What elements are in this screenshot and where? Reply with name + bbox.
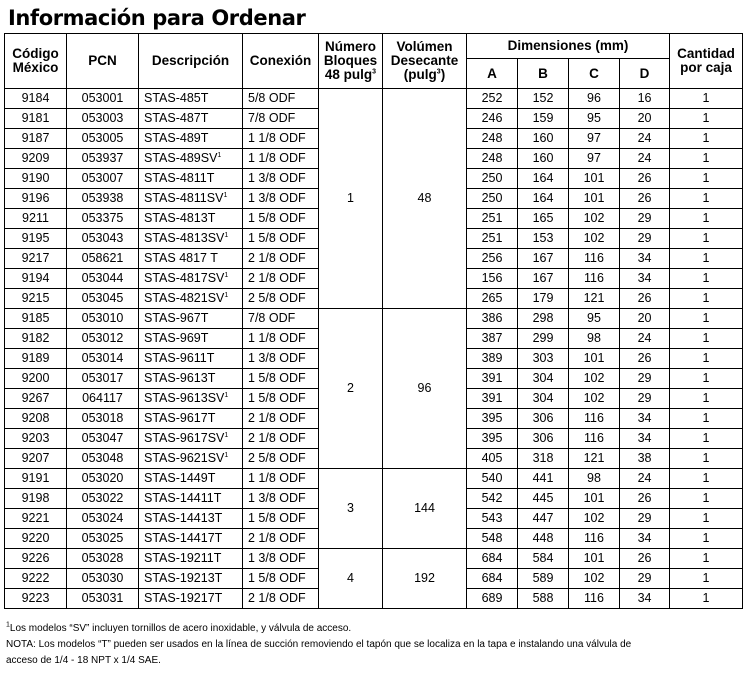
cell-codigo: 9191 xyxy=(5,469,67,489)
cell-codigo: 9181 xyxy=(5,109,67,129)
cell-descripcion: STAS-14413T xyxy=(139,509,243,529)
cell-codigo: 9200 xyxy=(5,369,67,389)
cell-dim-c: 101 xyxy=(569,489,620,509)
cell-dim-a: 246 xyxy=(467,109,518,129)
cell-dim-a: 684 xyxy=(467,569,518,589)
cell-conexion: 2 1/8 ODF xyxy=(243,409,319,429)
cell-dim-a: 248 xyxy=(467,149,518,169)
cell-pcn: 053030 xyxy=(67,569,139,589)
table-header xyxy=(5,34,743,89)
cell-codigo: 9203 xyxy=(5,429,67,449)
cell-descripcion: STAS-487T xyxy=(139,109,243,129)
cell-dim-b: 441 xyxy=(518,469,569,489)
cell-dim-d: 26 xyxy=(620,289,670,309)
cell-dim-c: 102 xyxy=(569,229,620,249)
table-row xyxy=(5,89,743,109)
cell-dim-c: 121 xyxy=(569,289,620,309)
footnotes xyxy=(6,621,742,669)
cell-codigo: 9184 xyxy=(5,89,67,109)
cell-dim-b: 164 xyxy=(518,189,569,209)
cell-dim-a: 251 xyxy=(467,229,518,249)
cell-conexion: 1 1/8 ODF xyxy=(243,469,319,489)
cell-numero-bloques: 1 xyxy=(319,89,383,309)
cell-codigo: 9211 xyxy=(5,209,67,229)
cell-conexion: 1 3/8 ODF xyxy=(243,489,319,509)
cell-dim-b: 318 xyxy=(518,449,569,469)
cell-dim-a: 405 xyxy=(467,449,518,469)
cell-dim-b: 298 xyxy=(518,309,569,329)
cell-dim-c: 101 xyxy=(569,169,620,189)
cell-codigo: 9267 xyxy=(5,389,67,409)
footnote-sv: $^1$Los modelos “SV” incluyen tornillos de acero inoxidable, y válvula de acceso. xyxy=(6,621,352,634)
cell-volumen: 192 xyxy=(383,549,467,609)
cell-dim-b: 164 xyxy=(518,169,569,189)
cell-dim-a: 248 xyxy=(467,129,518,149)
cell-conexion: 1 5/8 ODF xyxy=(243,569,319,589)
cell-conexion: 1 3/8 ODF xyxy=(243,349,319,369)
cell-dim-c: 116 xyxy=(569,409,620,429)
cell-dim-d: 34 xyxy=(620,589,670,609)
cell-dim-c: 95 xyxy=(569,109,620,129)
cell-pcn: 053043 xyxy=(67,229,139,249)
cell-descripcion: STAS-1449T xyxy=(139,469,243,489)
cell-cantidad: 1 xyxy=(670,569,743,589)
cell-descripcion: STAS-485T xyxy=(139,89,243,109)
cell-conexion: 2 5/8 ODF xyxy=(243,449,319,469)
cell-codigo: 9198 xyxy=(5,489,67,509)
cell-dim-d: 24 xyxy=(620,469,670,489)
cell-cantidad: 1 xyxy=(670,449,743,469)
cell-dim-a: 252 xyxy=(467,89,518,109)
header-cantidad: Cantidad por caja xyxy=(670,34,743,89)
page-title: Información para Ordenar xyxy=(8,6,306,30)
cell-cantidad: 1 xyxy=(670,529,743,549)
order-table xyxy=(4,33,743,609)
cell-dim-d: 29 xyxy=(620,209,670,229)
cell-dim-d: 26 xyxy=(620,169,670,189)
cell-descripcion: STAS-9617T xyxy=(139,409,243,429)
cell-descripcion: STAS-$9613SV^1$ xyxy=(139,389,243,409)
cell-conexion: 7/8 ODF xyxy=(243,109,319,129)
cell-pcn: 053047 xyxy=(67,429,139,449)
cell-dim-a: 389 xyxy=(467,349,518,369)
cell-descripcion: STAS-14417T xyxy=(139,529,243,549)
header-dim-d: D xyxy=(620,59,670,89)
cell-dim-a: 251 xyxy=(467,209,518,229)
cell-cantidad: 1 xyxy=(670,509,743,529)
cell-pcn: 053045 xyxy=(67,289,139,309)
cell-pcn: 053014 xyxy=(67,349,139,369)
cell-pcn: 053025 xyxy=(67,529,139,549)
cell-descripcion: STAS-$9617SV^1$ xyxy=(139,429,243,449)
cell-dim-b: 445 xyxy=(518,489,569,509)
cell-dim-a: 250 xyxy=(467,169,518,189)
cell-dim-d: 34 xyxy=(620,249,670,269)
cell-cantidad: 1 xyxy=(670,189,743,209)
cell-cantidad: 1 xyxy=(670,549,743,569)
cell-numero-bloques: 2 xyxy=(319,309,383,469)
table-body xyxy=(5,89,743,609)
cell-pcn: 053044 xyxy=(67,269,139,289)
cell-dim-d: 24 xyxy=(620,329,670,349)
cell-codigo: 9207 xyxy=(5,449,67,469)
cell-descripcion: STAS-19211T xyxy=(139,549,243,569)
cell-pcn: 053024 xyxy=(67,509,139,529)
cell-cantidad: 1 xyxy=(670,249,743,269)
cell-dim-d: 29 xyxy=(620,509,670,529)
cell-descripcion: STAS-9613T xyxy=(139,369,243,389)
cell-cantidad: 1 xyxy=(670,289,743,309)
cell-cantidad: 1 xyxy=(670,489,743,509)
cell-pcn: 053018 xyxy=(67,409,139,429)
cell-cantidad: 1 xyxy=(670,309,743,329)
cell-volumen: 144 xyxy=(383,469,467,549)
cell-pcn: 053375 xyxy=(67,209,139,229)
cell-dim-d: 26 xyxy=(620,349,670,369)
table-row xyxy=(5,309,743,329)
cell-pcn: 053028 xyxy=(67,549,139,569)
cell-descripcion: STAS-$4813SV^1$ xyxy=(139,229,243,249)
cell-codigo: 9189 xyxy=(5,349,67,369)
cell-dim-b: 448 xyxy=(518,529,569,549)
cell-conexion: 1 5/8 ODF xyxy=(243,389,319,409)
cell-pcn: 053022 xyxy=(67,489,139,509)
cell-codigo: 9196 xyxy=(5,189,67,209)
cell-dim-a: 540 xyxy=(467,469,518,489)
cell-codigo: 9215 xyxy=(5,289,67,309)
cell-descripcion: STAS-$4811SV^1$ xyxy=(139,189,243,209)
cell-conexion: 1 5/8 ODF xyxy=(243,209,319,229)
cell-dim-c: 101 xyxy=(569,349,620,369)
cell-conexion: 2 5/8 ODF xyxy=(243,289,319,309)
header-conexion: Conexión xyxy=(243,34,319,89)
cell-dim-b: 299 xyxy=(518,329,569,349)
cell-pcn: 053937 xyxy=(67,149,139,169)
cell-dim-c: 101 xyxy=(569,549,620,569)
cell-cantidad: 1 xyxy=(670,409,743,429)
cell-dim-c: 98 xyxy=(569,469,620,489)
cell-dim-d: 24 xyxy=(620,129,670,149)
cell-codigo: 9220 xyxy=(5,529,67,549)
cell-dim-a: 265 xyxy=(467,289,518,309)
cell-conexion: 1 5/8 ODF xyxy=(243,369,319,389)
cell-descripcion: STAS-$489SV^1$ xyxy=(139,149,243,169)
cell-descripcion: STAS-$9621SV^1$ xyxy=(139,449,243,469)
cell-dim-b: 304 xyxy=(518,369,569,389)
cell-numero-bloques: 4 xyxy=(319,549,383,609)
header-dim-b: B xyxy=(518,59,569,89)
cell-descripcion: STAS 4817 T xyxy=(139,249,243,269)
cell-pcn: 053938 xyxy=(67,189,139,209)
cell-dim-b: 167 xyxy=(518,249,569,269)
cell-dim-b: 159 xyxy=(518,109,569,129)
cell-dim-a: 395 xyxy=(467,409,518,429)
cell-dim-a: 542 xyxy=(467,489,518,509)
cell-dim-c: 116 xyxy=(569,589,620,609)
cell-conexion: 2 1/8 ODF xyxy=(243,269,319,289)
cell-dim-d: 29 xyxy=(620,389,670,409)
cell-cantidad: 1 xyxy=(670,169,743,189)
cell-dim-c: 97 xyxy=(569,149,620,169)
cell-dim-a: 395 xyxy=(467,429,518,449)
table-row xyxy=(5,549,743,569)
cell-codigo: 9226 xyxy=(5,549,67,569)
cell-conexion: 1 1/8 ODF xyxy=(243,149,319,169)
cell-conexion: 1 1/8 ODF xyxy=(243,329,319,349)
cell-descripcion: STAS-19213T xyxy=(139,569,243,589)
cell-dim-a: 391 xyxy=(467,389,518,409)
cell-dim-b: 589 xyxy=(518,569,569,589)
cell-codigo: 9217 xyxy=(5,249,67,269)
cell-dim-d: 34 xyxy=(620,529,670,549)
header-dim-a: A xyxy=(467,59,518,89)
footnote-nota-line1: NOTA: Los modelos “T” pueden ser usados en la línea de succión removiendo el tapón que se localiza en la tapa e instalando una válvula de xyxy=(6,639,632,650)
cell-cantidad: 1 xyxy=(670,229,743,249)
cell-dim-c: 95 xyxy=(569,309,620,329)
cell-cantidad: 1 xyxy=(670,269,743,289)
cell-cantidad: 1 xyxy=(670,129,743,149)
cell-dim-b: 588 xyxy=(518,589,569,609)
cell-dim-b: 160 xyxy=(518,149,569,169)
cell-dim-d: 16 xyxy=(620,89,670,109)
cell-dim-b: 303 xyxy=(518,349,569,369)
cell-descripcion: STAS-4811T xyxy=(139,169,243,189)
cell-pcn: 058621 xyxy=(67,249,139,269)
cell-dim-c: 98 xyxy=(569,329,620,349)
cell-dim-c: 116 xyxy=(569,269,620,289)
cell-dim-d: 20 xyxy=(620,109,670,129)
cell-dim-b: 179 xyxy=(518,289,569,309)
header-descripcion: Descripción xyxy=(139,34,243,89)
cell-cantidad: 1 xyxy=(670,589,743,609)
cell-dim-d: 34 xyxy=(620,409,670,429)
cell-conexion: 1 3/8 ODF xyxy=(243,189,319,209)
cell-dim-c: 101 xyxy=(569,189,620,209)
cell-cantidad: 1 xyxy=(670,369,743,389)
header-dim-c: C xyxy=(569,59,620,89)
header-numero-bloques: Número Bloques 48 pulg$^3$ xyxy=(319,34,383,89)
cell-pcn: 053010 xyxy=(67,309,139,329)
header-pcn: PCN xyxy=(67,34,139,89)
cell-pcn: 053031 xyxy=(67,589,139,609)
cell-pcn: 053005 xyxy=(67,129,139,149)
cell-dim-b: 153 xyxy=(518,229,569,249)
cell-pcn: 053001 xyxy=(67,89,139,109)
cell-dim-d: 20 xyxy=(620,309,670,329)
table-row xyxy=(5,469,743,489)
cell-dim-c: 102 xyxy=(569,209,620,229)
cell-pcn: 053003 xyxy=(67,109,139,129)
cell-dim-c: 102 xyxy=(569,509,620,529)
cell-pcn: 053017 xyxy=(67,369,139,389)
cell-dim-a: 684 xyxy=(467,549,518,569)
cell-pcn: 053007 xyxy=(67,169,139,189)
cell-dim-d: 24 xyxy=(620,149,670,169)
cell-dim-c: 116 xyxy=(569,529,620,549)
cell-conexion: 2 1/8 ODF xyxy=(243,429,319,449)
cell-cantidad: 1 xyxy=(670,349,743,369)
cell-codigo: 9194 xyxy=(5,269,67,289)
cell-dim-b: 152 xyxy=(518,89,569,109)
cell-cantidad: 1 xyxy=(670,329,743,349)
cell-conexion: 7/8 ODF xyxy=(243,309,319,329)
cell-descripcion: STAS-19217T xyxy=(139,589,243,609)
cell-dim-a: 156 xyxy=(467,269,518,289)
cell-dim-b: 167 xyxy=(518,269,569,289)
cell-dim-d: 34 xyxy=(620,269,670,289)
cell-descripcion: STAS-4813T xyxy=(139,209,243,229)
cell-cantidad: 1 xyxy=(670,149,743,169)
cell-descripcion: STAS-489T xyxy=(139,129,243,149)
header-dimensiones: Dimensiones (mm) xyxy=(467,34,670,59)
cell-dim-b: 160 xyxy=(518,129,569,149)
cell-codigo: 9223 xyxy=(5,589,67,609)
cell-conexion: 1 3/8 ODF xyxy=(243,549,319,569)
cell-descripcion: STAS-$4817SV^1$ xyxy=(139,269,243,289)
header-volumen: Volúmen Desecante (pulg$^3$) xyxy=(383,34,467,89)
cell-dim-d: 38 xyxy=(620,449,670,469)
cell-conexion: 1 3/8 ODF xyxy=(243,169,319,189)
cell-descripcion: STAS-$4821SV^1$ xyxy=(139,289,243,309)
cell-dim-c: 102 xyxy=(569,389,620,409)
cell-conexion: 1 5/8 ODF xyxy=(243,229,319,249)
cell-dim-b: 447 xyxy=(518,509,569,529)
cell-dim-c: 116 xyxy=(569,249,620,269)
cell-dim-b: 306 xyxy=(518,429,569,449)
cell-numero-bloques: 3 xyxy=(319,469,383,549)
footnote-nota-line2: acceso de 1/4 - 18 NPT x 1/4 SAE. xyxy=(6,655,161,666)
cell-dim-d: 29 xyxy=(620,569,670,589)
cell-dim-d: 26 xyxy=(620,489,670,509)
cell-conexion: 2 1/8 ODF xyxy=(243,589,319,609)
cell-dim-c: 116 xyxy=(569,429,620,449)
cell-dim-a: 386 xyxy=(467,309,518,329)
cell-codigo: 9182 xyxy=(5,329,67,349)
cell-dim-d: 26 xyxy=(620,189,670,209)
cell-dim-d: 29 xyxy=(620,369,670,389)
header-codigo: Código México xyxy=(5,34,67,89)
cell-dim-a: 391 xyxy=(467,369,518,389)
cell-dim-a: 387 xyxy=(467,329,518,349)
cell-dim-a: 548 xyxy=(467,529,518,549)
cell-dim-d: 26 xyxy=(620,549,670,569)
cell-codigo: 9190 xyxy=(5,169,67,189)
cell-dim-a: 256 xyxy=(467,249,518,269)
cell-pcn: 064117 xyxy=(67,389,139,409)
cell-dim-c: 102 xyxy=(569,369,620,389)
cell-cantidad: 1 xyxy=(670,389,743,409)
cell-conexion: 2 1/8 ODF xyxy=(243,529,319,549)
cell-volumen: 96 xyxy=(383,309,467,469)
cell-descripcion: STAS-967T xyxy=(139,309,243,329)
cell-dim-a: 689 xyxy=(467,589,518,609)
cell-descripcion: STAS-969T xyxy=(139,329,243,349)
cell-codigo: 9208 xyxy=(5,409,67,429)
cell-dim-b: 584 xyxy=(518,549,569,569)
cell-codigo: 9195 xyxy=(5,229,67,249)
cell-descripcion: STAS-9611T xyxy=(139,349,243,369)
cell-pcn: 053048 xyxy=(67,449,139,469)
cell-cantidad: 1 xyxy=(670,89,743,109)
cell-dim-b: 165 xyxy=(518,209,569,229)
cell-cantidad: 1 xyxy=(670,469,743,489)
cell-dim-c: 102 xyxy=(569,569,620,589)
cell-dim-a: 250 xyxy=(467,189,518,209)
cell-conexion: 5/8 ODF xyxy=(243,89,319,109)
cell-dim-b: 306 xyxy=(518,409,569,429)
cell-cantidad: 1 xyxy=(670,429,743,449)
cell-dim-c: 97 xyxy=(569,129,620,149)
cell-codigo: 9222 xyxy=(5,569,67,589)
cell-conexion: 1 1/8 ODF xyxy=(243,129,319,149)
cell-conexion: 2 1/8 ODF xyxy=(243,249,319,269)
cell-dim-d: 29 xyxy=(620,229,670,249)
cell-dim-c: 96 xyxy=(569,89,620,109)
cell-dim-c: 121 xyxy=(569,449,620,469)
cell-conexion: 1 5/8 ODF xyxy=(243,509,319,529)
cell-pcn: 053012 xyxy=(67,329,139,349)
cell-cantidad: 1 xyxy=(670,109,743,129)
cell-codigo: 9185 xyxy=(5,309,67,329)
cell-dim-b: 304 xyxy=(518,389,569,409)
cell-dim-a: 543 xyxy=(467,509,518,529)
cell-pcn: 053020 xyxy=(67,469,139,489)
cell-volumen: 48 xyxy=(383,89,467,309)
cell-cantidad: 1 xyxy=(670,209,743,229)
cell-dim-d: 34 xyxy=(620,429,670,449)
cell-codigo: 9221 xyxy=(5,509,67,529)
cell-codigo: 9187 xyxy=(5,129,67,149)
cell-codigo: 9209 xyxy=(5,149,67,169)
cell-descripcion: STAS-14411T xyxy=(139,489,243,509)
